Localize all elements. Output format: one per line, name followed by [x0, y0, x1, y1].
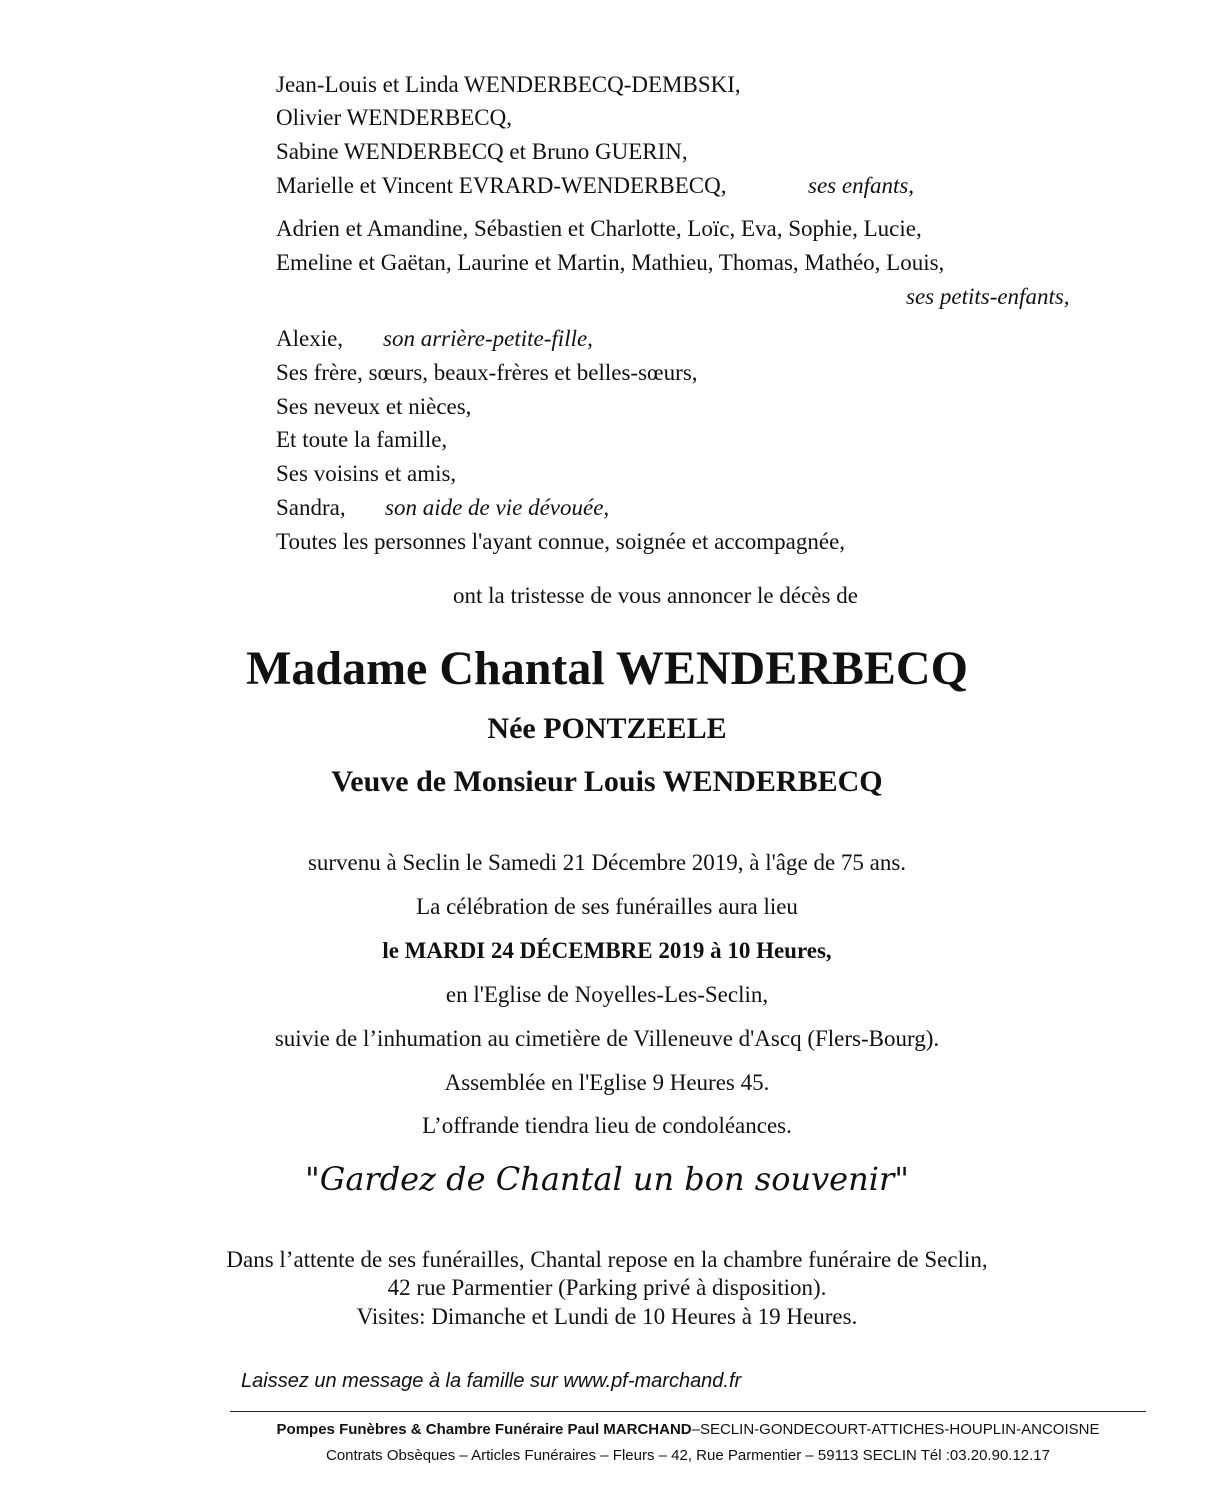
siblings-line: Ses frère, sœurs, beaux-frères et belles-sœurs,: [276, 360, 698, 385]
offering-line: L’offrande tiendra lieu de condoléances.: [422, 1113, 792, 1138]
footer-divider: [230, 1411, 1146, 1412]
announcement-line: ont la tristesse de vous annoncer le décès de: [453, 583, 858, 608]
child-3: Sabine WENDERBECQ et Bruno GUERIN,: [276, 139, 688, 164]
celebration-line: La célébration de ses funérailles aura lieu: [416, 894, 798, 919]
child-1: Jean-Louis et Linda WENDERBECQ-DEMBSKI,: [276, 72, 741, 97]
all-persons-line: Toutes les personnes l'ayant connue, soignée et accompagnée,: [276, 529, 846, 554]
funeral-date: le MARDI 24 DÉCEMBRE 2019 à 10 Heures,: [382, 938, 832, 963]
burial-line: suivie de l’inhumation au cimetière de Villeneuve d'Ascq (Flers-Bourg).: [274, 1026, 940, 1051]
assembly-line: Assemblée en l'Eglise 9 Heures 45.: [444, 1070, 770, 1095]
rest-line-1: Dans l’attente de ses funérailles, Chantal repose en la chambre funéraire de Seclin,: [226, 1247, 988, 1272]
message-link: Laissez un message à la famille sur www.pf-marchand.fr: [241, 1370, 742, 1392]
aide-role: son aide de vie dévouée,: [385, 495, 610, 520]
aide-name: Sandra,: [276, 495, 346, 520]
deceased-name: Madame Chantal WENDERBECQ: [246, 642, 968, 695]
grandchildren-line-1: Adrien et Amandine, Sébastien et Charlotte, Loïc, Eva, Sophie, Lucie,: [276, 216, 922, 241]
widow-line: Veuve de Monsieur Louis WENDERBECQ: [331, 765, 883, 798]
family-line: Et toute la famille,: [276, 427, 448, 452]
footer-contact: Contrats Obsèques – Articles Funéraires – Fleurs – 42, Rue Parmentier – 59113 SECLIN Tél :03.20.90.12.17: [325, 1447, 1050, 1464]
great-grandchild-role: son arrière-petite-fille,: [383, 326, 593, 351]
memorial-quote: "Gardez de Chantal un bon souvenir": [305, 1160, 909, 1198]
maiden-name: Née PONTZEELE: [487, 712, 727, 745]
visits-line: Visites: Dimanche et Lundi de 10 Heures à 19 Heures.: [356, 1304, 858, 1329]
church-line: en l'Eglise de Noyelles-Les-Seclin,: [445, 982, 769, 1007]
children-role: ses enfants,: [808, 173, 915, 198]
neighbours-line: Ses voisins et amis,: [276, 461, 457, 486]
death-line: survenu à Seclin le Samedi 21 Décembre 2019, à l'âge de 75 ans.: [307, 850, 907, 875]
great-grandchild: Alexie,: [276, 326, 344, 351]
footer-company: Pompes Funèbres & Chambre Funéraire Paul MARCHAND: [276, 1421, 692, 1438]
grandchildren-role: ses petits-enfants,: [906, 284, 1070, 309]
nephews-line: Ses neveux et nièces,: [276, 394, 472, 419]
rest-line-2: 42 rue Parmentier (Parking privé à disposition).: [387, 1275, 827, 1300]
child-2: Olivier WENDERBECQ,: [276, 105, 512, 130]
child-4: Marielle et Vincent EVRARD-WENDERBECQ,: [276, 173, 727, 198]
footer-company-line: [230, 1420, 1146, 1440]
footer-towns: –SECLIN-GONDECOURT-ATTICHES-HOUPLIN-ANCOISNE: [691, 1421, 1100, 1438]
grandchildren-line-2: Emeline et Gaëtan, Laurine et Martin, Mathieu, Thomas, Mathéo, Louis,: [276, 250, 945, 275]
